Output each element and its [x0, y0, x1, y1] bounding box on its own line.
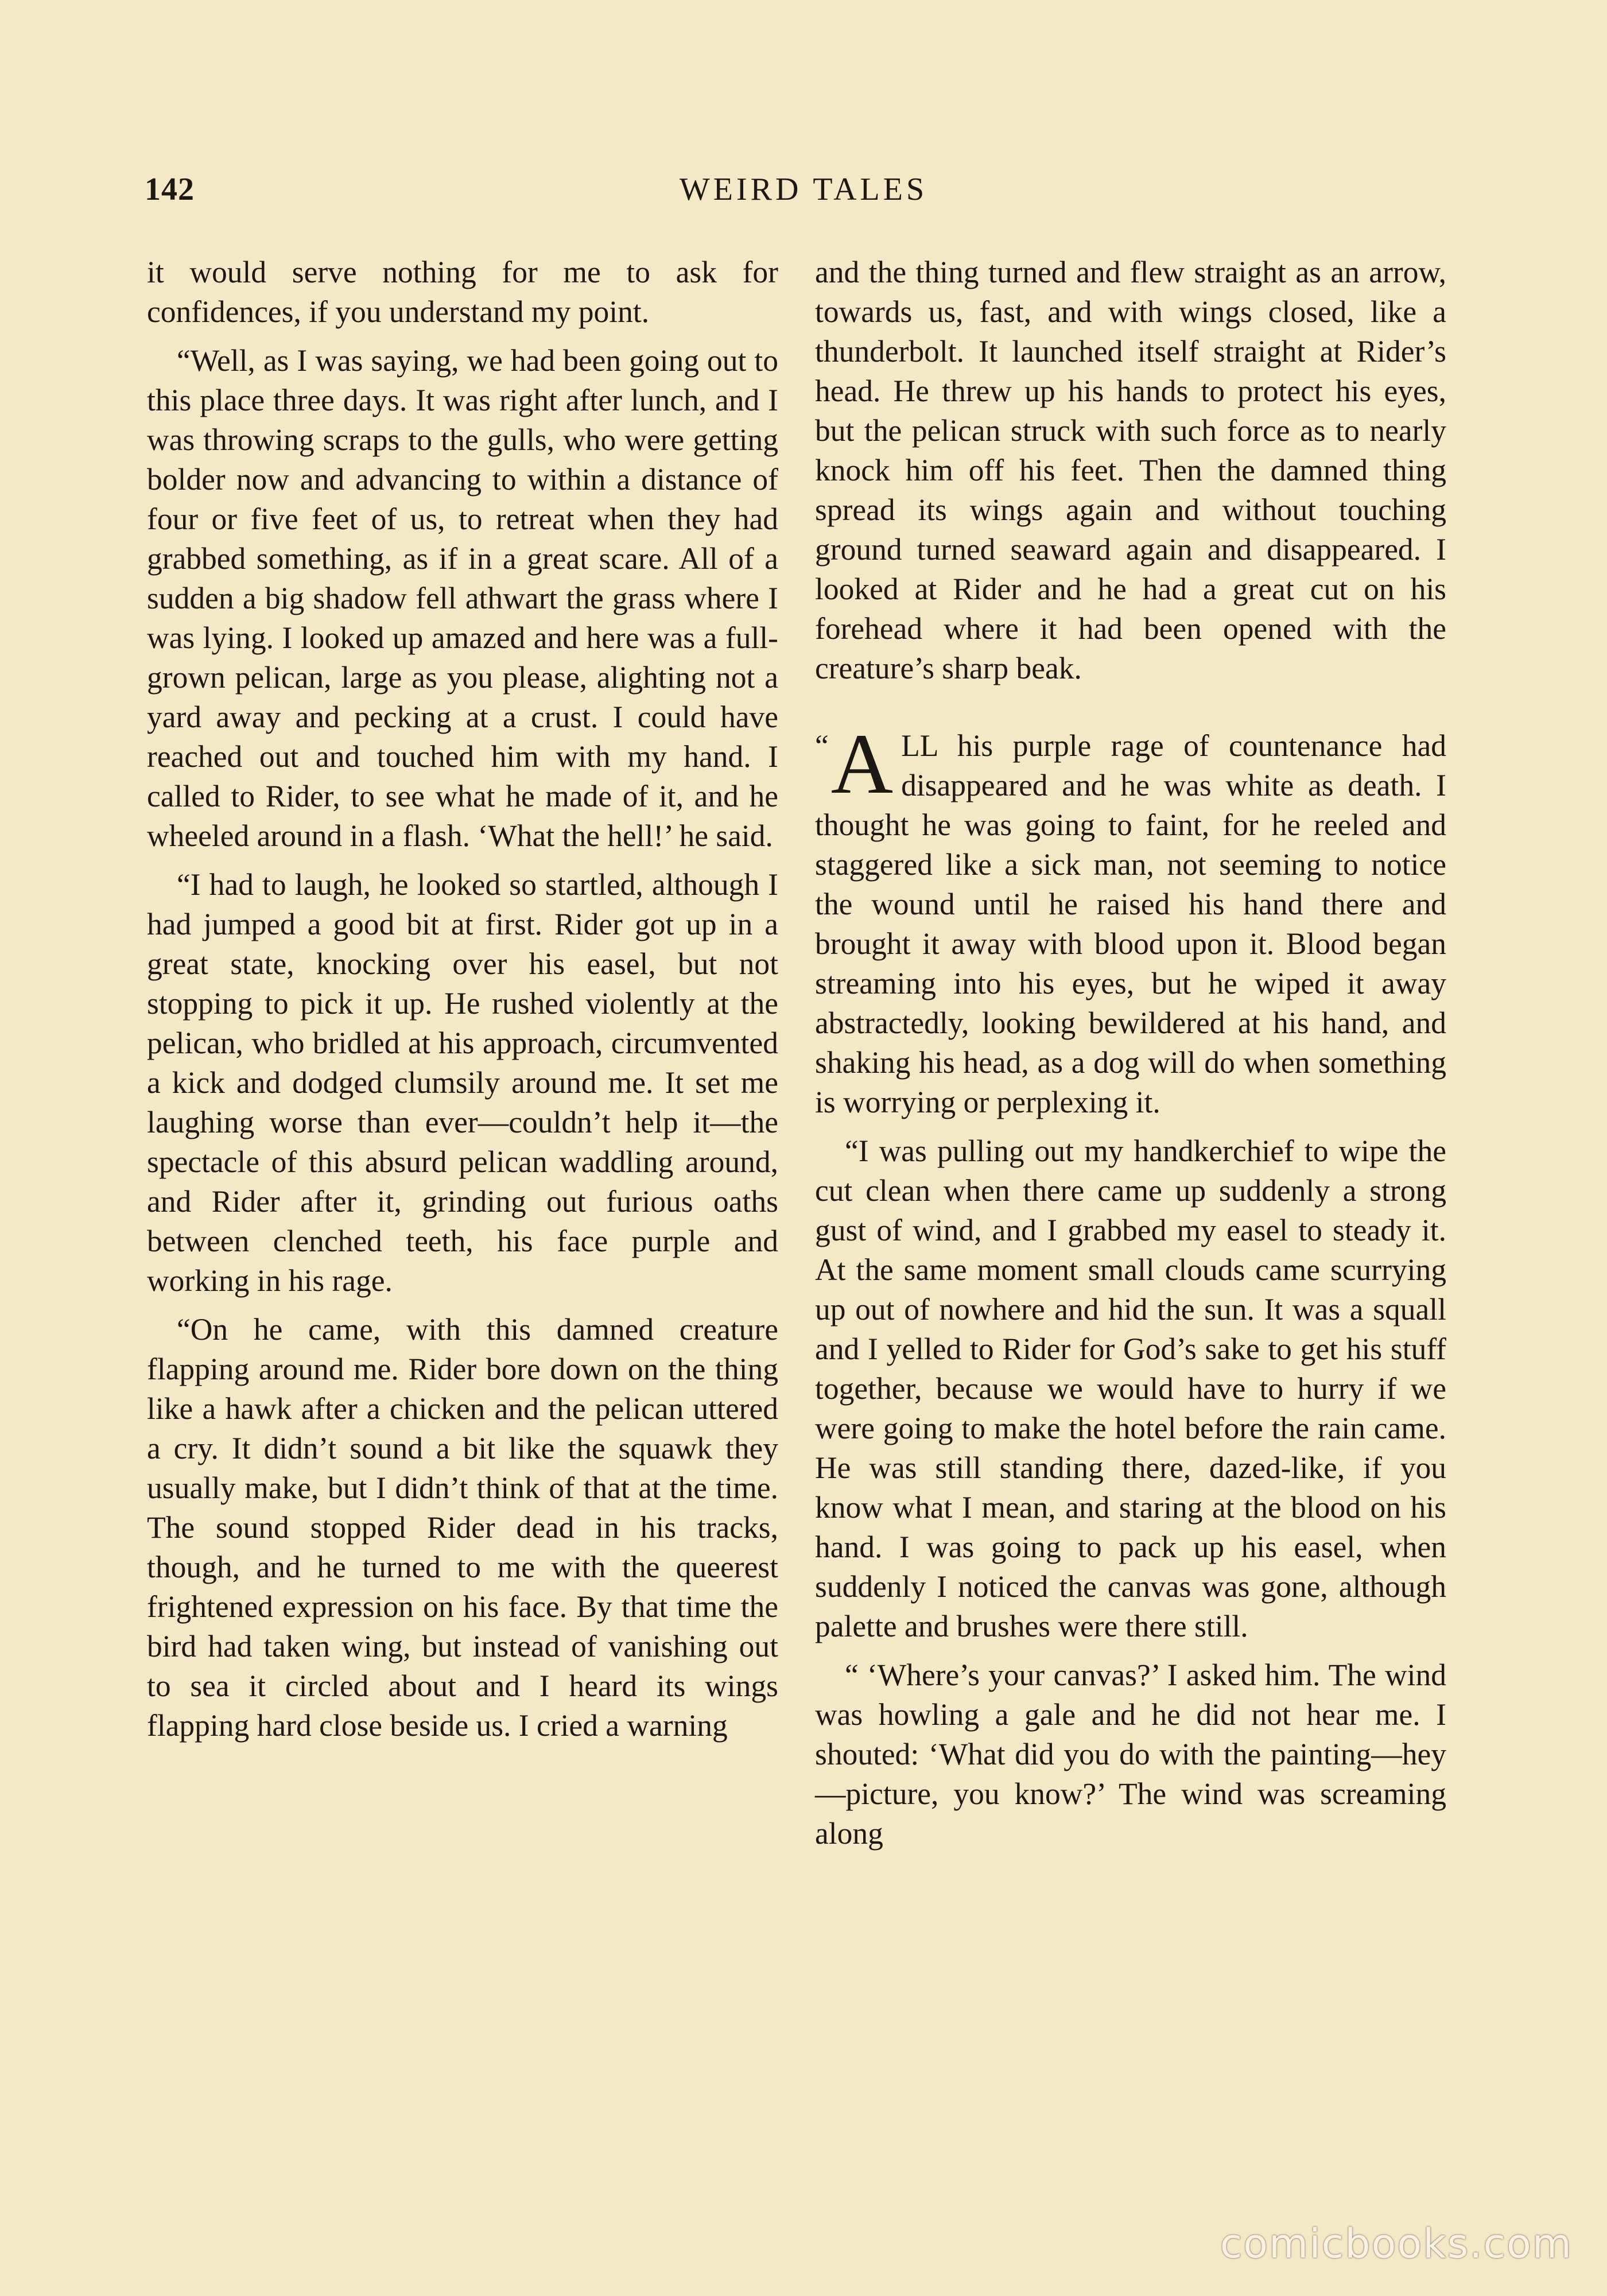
section-opening-paragraph [815, 716, 1446, 1122]
paragraph: “Well, as I was saying, we had been going out to this place three days. It was right after lunch, and I was throwing scraps to the gulls, who were getting bolder now and advancing to within a distance of four or five feet of us, to retreat when they had grabbed something, as if in a great scare. All of a sudden a big shadow fell athwart the grass where I was lying. I looked up amazed and here was a full-grown pelican, large as you please, alighting not a yard away and pecking at a crust. I could have reached out and touched him with my hand. I called to Rider, to see what he made of it, and he wheeled around in a flash. ‘What the hell!’ he said. [147, 343, 778, 853]
paragraph-text: LL his purple rage of countenance had disappeared and he was white as death. I thought he was going to faint, for he reeled and staggered like a sick man, not seeming to notice the wound until he raised his hand there and brought it away with blood upon it. Blood began streaming into his eyes, but he wiped it away abstractedly, looking bewildered at his hand, and shaking his head, as a dog will do when something is worrying or perplexing it. [815, 728, 1446, 1119]
paragraph: and the thing turned and flew straight as an arrow, towards us, fast, and with wings closed, like a thunderbolt. It launched itself straight at Rider’s head. He threw up his hands to protect his eyes, but the pelican struck with such force as to nearly knock him off his feet. Then the damned thing spread its wings again and without touching ground turned seaward again and disappeared. I looked at Rider and he had a great cut on his forehead where it had been opened with the creature’s sharp beak. [815, 255, 1446, 685]
watermark: comicbooks.com [1220, 2220, 1573, 2267]
paragraph: it would serve nothing for me to ask for confidences, if you understand my point. [147, 255, 778, 329]
open-quote: “ [815, 728, 829, 763]
running-title: WEIRD TALES [679, 172, 928, 207]
right-column [815, 253, 1446, 1863]
paragraph: “I was pulling out my handkerchief to wipe the cut clean when there came up suddenly a strong gust of wind, and I grabbed my easel to steady it. At the same moment small clouds came scurrying up out of nowhere and hid the sun. It was a squall and I yelled to Rider for God’s sake to get his stuff together, because we would have to hurry if we were going to make the hotel before the rain came. He was still standing there, dazed-like, if you know what I mean, and staring at the blood on his hand. I was going to pack up his easel, when suddenly I noticed the canvas was gone, although palette and brushes were there still. [815, 1134, 1446, 1643]
page-number: 142 [145, 172, 195, 207]
paragraph: “ ‘Where’s your canvas?’ I asked him. The wind was howling a gale and he did not hear me. I shouted: ‘What did you do with the painting—hey—picture, you know?’ The wind was screaming along [815, 1658, 1446, 1851]
drop-cap: A [830, 716, 894, 812]
paragraph: “On he came, with this damned creature flapping around me. Rider bore down on the thing like a hawk after a chicken and the pelican uttered a cry. It didn’t sound a bit like the squawk they usually make, but I didn’t think of that at the time. The sound stopped Rider dead in his tracks, though, and he turned to me with the queerest frightened expression on his face. By that time the bird had taken wing, but instead of vanishing out to sea it circled about and I heard its wings flapping hard close beside us. I cried a warning [147, 1312, 778, 1743]
left-column [147, 253, 778, 1755]
paragraph: “I had to laugh, he looked so startled, although I had jumped a good bit at first. Rider got up in a great state, knocking over his easel, but not stopping to pick it up. He rushed violently at the pelican, who bridled at his approach, circumvented a kick and dodged clumsily around me. It set me laughing worse than ever—couldn’t help it—the spectacle of this absurd pelican waddling around, and Rider after it, grinding out furious oaths between clenched teeth, his face purple and working in his rage. [147, 867, 778, 1298]
